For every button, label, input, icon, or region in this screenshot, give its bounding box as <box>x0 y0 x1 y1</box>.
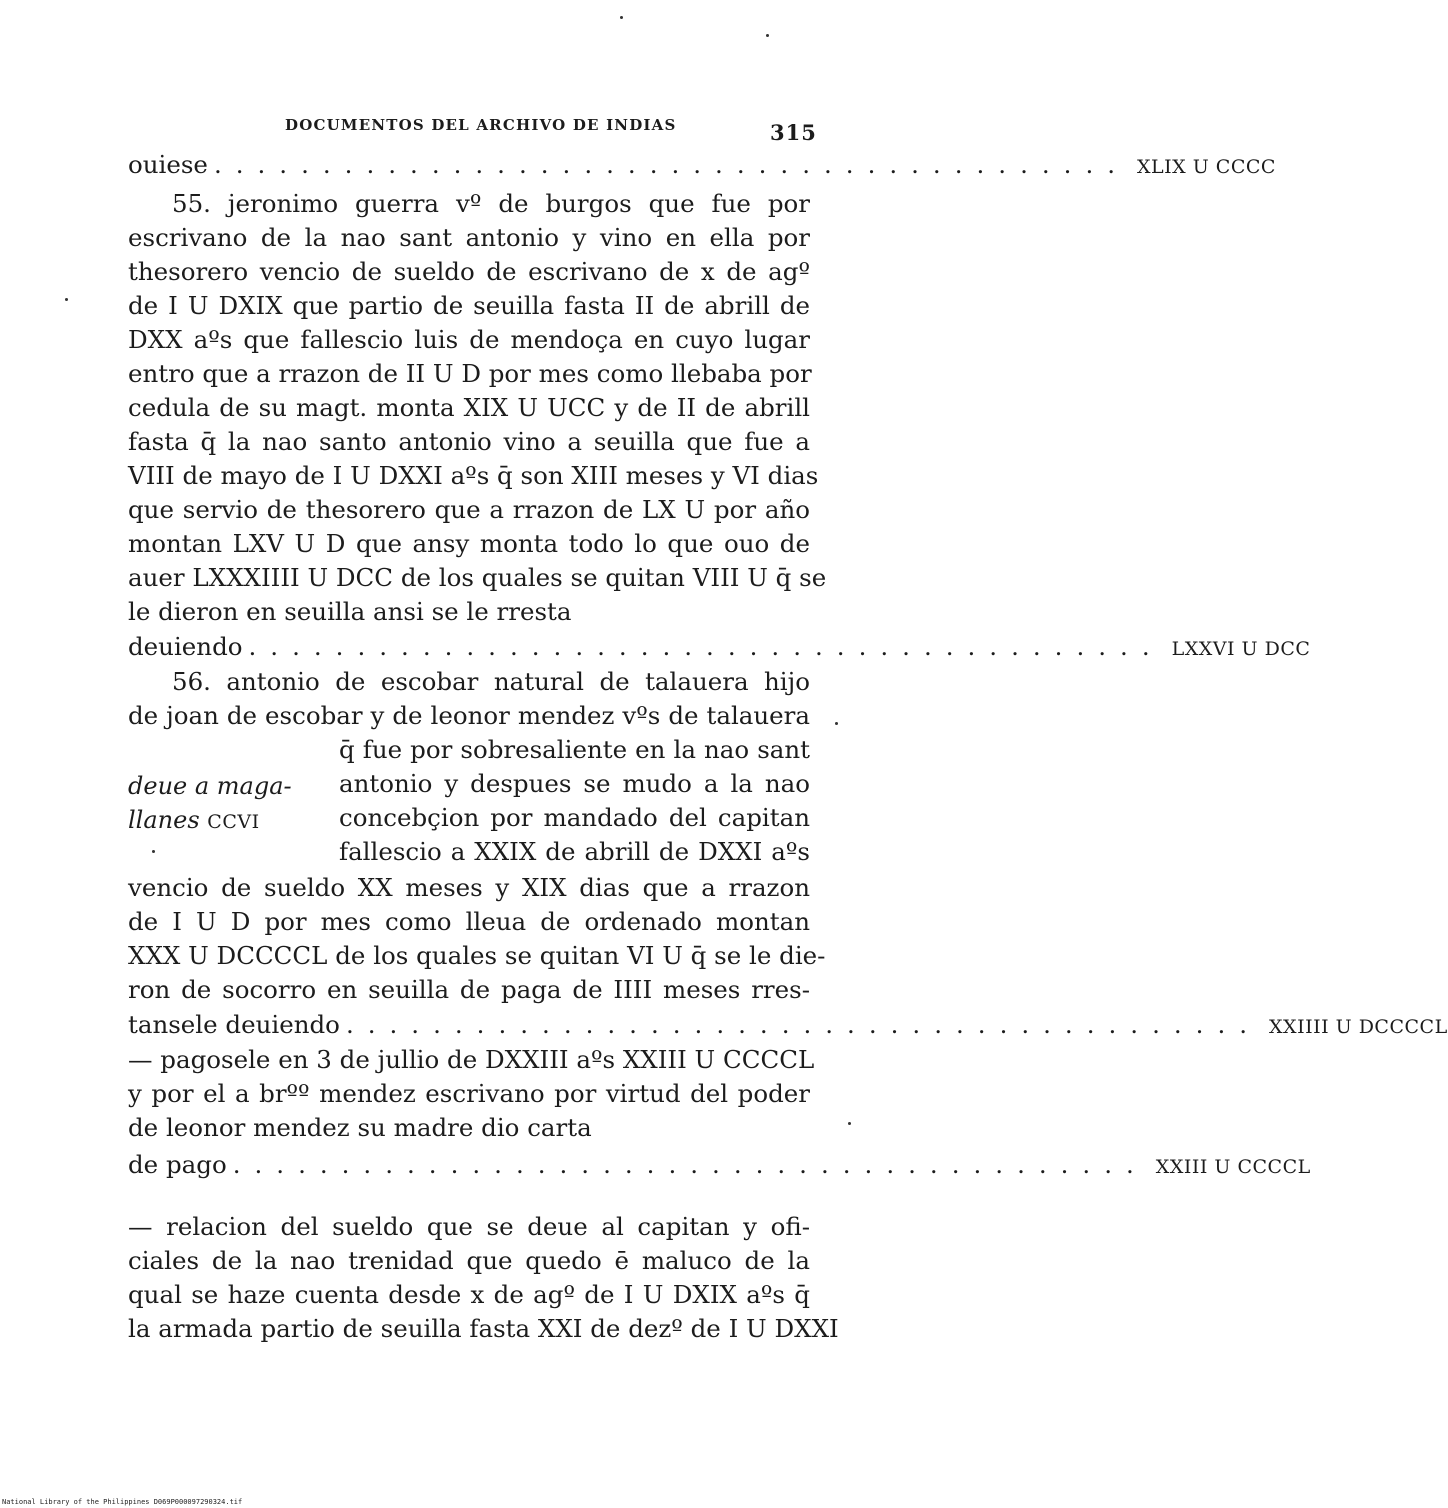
scan-speck <box>152 850 155 853</box>
text-line: — relacion del sueldo que se deue al capitan y ofi- <box>128 1212 810 1241</box>
text-line: fallescio a XXIX de abrill de DXXI aºs <box>339 837 810 866</box>
amount: XLIX U CCCC <box>1137 156 1276 178</box>
text-line: de I U D por mes como lleua de ordenado montan <box>128 907 810 936</box>
text-line: fasta q̄ la nao santo antonio vino a seuilla que fue a <box>128 427 810 456</box>
running-title: DOCUMENTOS DEL ARCHIVO DE INDIAS <box>285 116 677 134</box>
text-line: vencio de sueldo XX meses y XIX dias que a rrazon <box>128 873 810 902</box>
text-line: DXX aºs que fallescio luis de mendoça en cuyo lugar <box>128 325 810 354</box>
text-line: escrivano de la nao sant antonio y vino en ella por <box>128 223 810 252</box>
text-line <box>128 148 1276 184</box>
text-line: VIII de mayo de I U DXXI aºs q̄ son XIII meses y VI dias <box>128 461 819 490</box>
text-line: de joan de escobar y de leonor mendez vºs de talauera <box>128 701 810 730</box>
dot-leader: .......................................... <box>248 632 1164 661</box>
scan-speck <box>65 298 68 301</box>
text-line: que servio de thesorero que a rrazon de LX U por año <box>128 495 810 524</box>
page-number: 315 <box>770 120 817 145</box>
amount: XXIII U CCCCL <box>1155 1156 1311 1178</box>
text-line: antonio y despues se mudo a la nao <box>339 769 810 798</box>
leader-text: tansele deuiendo <box>128 1010 340 1039</box>
scan-speck <box>766 34 769 37</box>
text-line: XXX U DCCCCL de los quales se quitan VI U q̄ se le die- <box>128 941 826 970</box>
text-line: qual se haze cuenta desde x de agº de I U DXIX aºs q̄ <box>128 1280 810 1309</box>
text-line: le dieron en seuilla ansi se le rresta <box>128 597 572 626</box>
amount: LXXVI U DCC <box>1171 638 1311 660</box>
text-line: montan LXV U D que ansy monta todo lo que ouo de <box>128 529 810 558</box>
dot-leader: .......................................... <box>213 150 1130 179</box>
text-line: entro que a rrazon de II U D por mes como llebaba por <box>128 359 812 388</box>
text-line: y por el a brºº mendez escrivano por virtud del poder <box>128 1079 810 1108</box>
text-line <box>128 1148 1311 1184</box>
text-line: de leonor mendez su madre dio carta <box>128 1113 592 1142</box>
scan-speck <box>620 16 623 19</box>
text-line: ciales de la nao trenidad que quedo ē maluco de la <box>128 1246 810 1275</box>
marginal-note-amount: CCVI <box>207 811 260 833</box>
text-line: de I U DXIX que partio de seuilla fasta II de abrill de <box>128 291 810 320</box>
text-line: la armada partio de seuilla fasta XXI de dezº de I U DXXI <box>128 1314 839 1343</box>
text-line: ron de socorro en seuilla de paga de IIII meses rres- <box>128 975 810 1004</box>
text-line: thesorero vencio de sueldo de escrivano de x de agº <box>128 257 810 286</box>
text-line: q̄ fue por sobresaliente en la nao sant <box>339 735 810 764</box>
marginal-note-line: deue a maga- <box>128 772 292 800</box>
scan-speck <box>848 1122 851 1125</box>
text-line: 55. jeronimo guerra vº de burgos que fue por <box>172 189 810 218</box>
text-line: auer LXXXIIII U DCC de los quales se quitan VIII U q̄ se <box>128 563 827 592</box>
amount: XXIIII U DCCCCL <box>1269 1016 1448 1038</box>
scan-footer: National Library of the Philippines D069P000097290324.tif <box>2 1498 243 1506</box>
text-line: 56. antonio de escobar natural de talauera hijo <box>172 667 810 696</box>
dot-leader: .......................................... <box>232 1150 1148 1179</box>
marginal-note-text: llanes <box>128 806 200 834</box>
text-line: cedula de su magt. monta XIX U UCC y de II de abrill <box>128 393 810 422</box>
scan-speck <box>835 722 838 725</box>
text-line: concebçion por mandado del capitan <box>339 803 810 832</box>
text-line <box>128 1008 1448 1044</box>
marginal-note-line <box>128 803 260 839</box>
text-line: — pagosele en 3 de jullio de DXXIII aºs XXIII U CCCCL <box>128 1045 815 1074</box>
leader-text: ouiese <box>128 150 208 179</box>
leader-text: de pago <box>128 1150 227 1179</box>
leader-text: deuiendo <box>128 632 243 661</box>
text-line <box>128 630 1311 666</box>
dot-leader: .......................................... <box>345 1010 1262 1039</box>
